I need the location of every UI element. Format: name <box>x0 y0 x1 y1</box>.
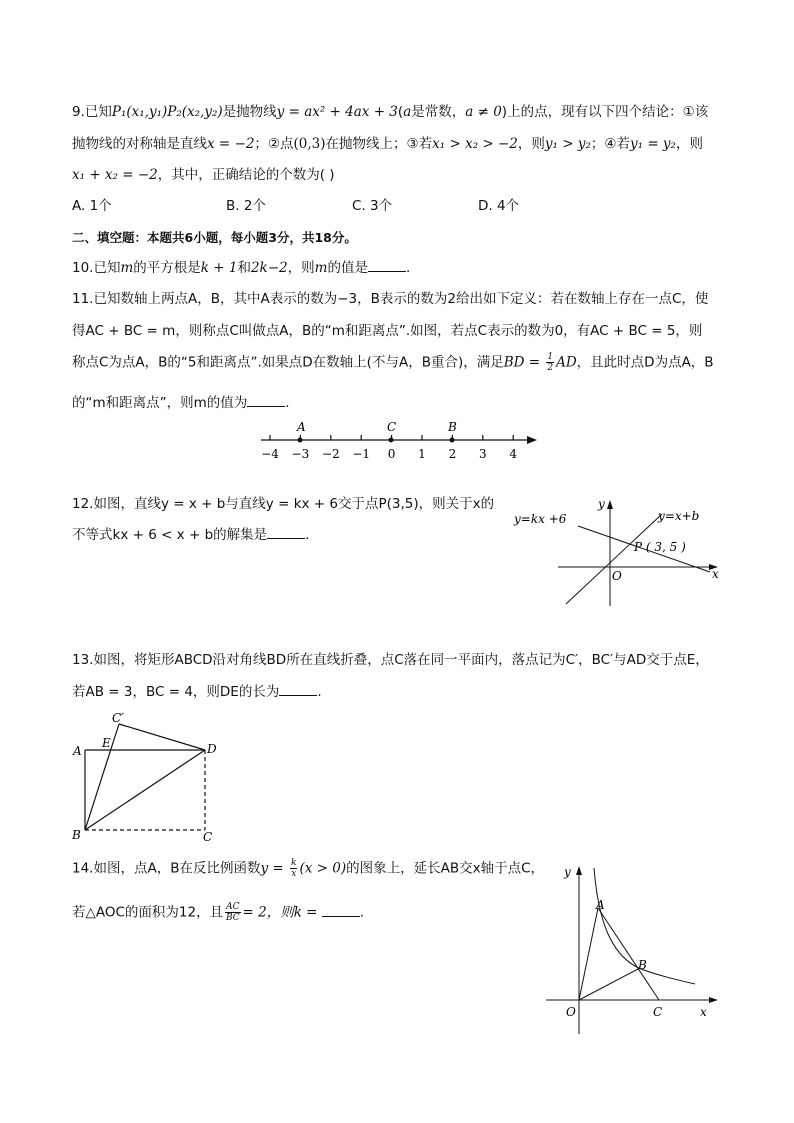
q9-cond4: y₁ = y₂ <box>630 136 676 152</box>
q12-text: 不等式kx + 6 < x + b的解集是 <box>72 527 268 543</box>
tick-label: −3 <box>291 447 310 461</box>
section-score: 3 <box>268 230 277 245</box>
answer-blank[interactable] <box>322 904 360 917</box>
q9-text: ； <box>590 136 605 152</box>
label-o: O <box>566 1005 576 1019</box>
segment-ob <box>579 968 640 1000</box>
label-line-kx: y=kx +6 <box>514 512 567 526</box>
q9-marker-2: ② <box>267 136 281 152</box>
tick-label: −1 <box>352 447 371 461</box>
q9-text: 点 <box>280 136 294 152</box>
label-a: A <box>73 744 82 758</box>
tick-label: 2 <box>448 447 457 461</box>
tick-label: 4 <box>509 447 518 461</box>
q13-text: . <box>317 684 322 700</box>
label-origin: O <box>612 569 622 583</box>
y-axis-arrow-icon <box>607 500 613 509</box>
q12-figure <box>512 492 732 612</box>
q9-point: (0,3) <box>293 136 326 152</box>
q10-m: m <box>120 260 134 276</box>
q11-line-3 <box>72 352 714 373</box>
label-c: C <box>203 830 213 844</box>
y-axis-arrow-icon <box>576 866 582 875</box>
q10-text: 10.已知 <box>72 260 121 276</box>
point-b-label: B <box>448 420 457 434</box>
q9-option-d: D. 4个 <box>478 198 520 214</box>
q9-text: ； <box>254 136 268 152</box>
fraction-denominator: x <box>291 869 297 879</box>
q11-text: . <box>285 395 290 411</box>
point-a-label: A <box>297 420 306 434</box>
section-text: 小题，每小题 <box>193 230 269 245</box>
label-a: A <box>596 898 605 912</box>
q14-fraction-kx <box>290 858 297 879</box>
q11-line-4 <box>72 393 290 413</box>
q10 <box>72 258 410 278</box>
q14-text: 的图象上，延长AB交x轴于点C， <box>346 860 545 877</box>
label-c-prime: C′ <box>112 711 124 725</box>
segment-oa <box>579 908 598 1000</box>
q14-line-1 <box>72 858 544 879</box>
q14-text: = 2，则k = <box>242 904 322 921</box>
section-text: 二、填空题：本题共 <box>72 230 185 245</box>
label-b: B <box>638 958 647 972</box>
q9-axis: x = −2 <box>207 136 255 152</box>
answer-blank[interactable] <box>368 259 406 272</box>
point-b-dot <box>450 438 455 443</box>
q9-parabola: y = ax² + 4ax + 3 <box>276 104 398 120</box>
q9-option-c: C. 3个 <box>352 198 393 214</box>
q10-text: 和 <box>237 260 251 276</box>
q10-text: 的平方根是 <box>133 260 201 276</box>
q9-text: 该 <box>694 104 709 120</box>
label-b: B <box>72 828 81 842</box>
section-total: 18 <box>314 230 332 245</box>
q13-text: 若AB = 3，BC = 4，则DE的长为 <box>72 684 280 700</box>
fraction-numerator: k <box>291 858 297 868</box>
tick-label: −2 <box>321 447 340 461</box>
section-text: 分。 <box>331 230 357 245</box>
line-y-x-plus-b <box>566 514 662 604</box>
q10-text: ，则 <box>287 260 315 276</box>
q9-line-1 <box>72 102 708 122</box>
q9-text: 是常数， <box>411 104 466 120</box>
section-count: 6 <box>184 230 194 245</box>
q9-cond3: x₁ > x₂ > −2 <box>432 136 518 152</box>
q9-text: 在抛物线上； <box>325 136 407 152</box>
label-c: C <box>653 1005 663 1019</box>
q9-text: ( <box>397 104 404 120</box>
point-a-dot <box>298 438 303 443</box>
q9-marker-4: ④ <box>604 136 617 152</box>
q14-figure <box>540 858 730 1038</box>
q9-text: ，则 <box>517 136 545 152</box>
segment-ac <box>598 908 659 1000</box>
q10-expr1: k + 1 <box>200 260 238 276</box>
q9-text: 9.已知 <box>72 104 112 120</box>
x-axis-arrow-icon <box>709 997 718 1003</box>
q11-ad: AD <box>556 354 577 371</box>
segment-c-prime-d <box>119 724 205 750</box>
q9-text: 抛物线的对称轴是直线 <box>72 136 207 152</box>
q13-line-2 <box>72 682 322 702</box>
section-text: 分，共 <box>276 230 315 245</box>
q14-text: 14.如图，点A，B在反比例函数 <box>72 860 261 877</box>
q14-text: 若△AOC的面积为12，且 <box>72 904 224 921</box>
q10-text: 的值是 <box>327 260 368 276</box>
q12-line-2 <box>72 525 309 545</box>
q12-text: . <box>305 527 310 543</box>
section-heading <box>72 228 357 248</box>
answer-blank[interactable] <box>267 526 305 539</box>
fraction-numerator: AC <box>226 902 240 912</box>
tick-label: 0 <box>387 447 396 461</box>
q9-line-2 <box>72 134 703 154</box>
q9-text: 若 <box>418 136 433 152</box>
q14-y-eq: y = <box>260 860 288 877</box>
fraction-denominator: BC <box>225 913 240 923</box>
q9-res3: y₁ > y₂ <box>544 136 591 152</box>
label-x: x <box>712 567 719 581</box>
q11-line-1: 11.已知数轴上两点A，B，其中A表示的数为−3，B表示的数为2给出如下定义：若在数轴上存在一点C，使 <box>72 291 709 307</box>
fraction-denominator: 2 <box>547 363 554 373</box>
point-c-dot <box>389 438 394 443</box>
label-y: y <box>564 865 571 879</box>
q12-line-1: 12.如图，直线y = x + b与直线y = kx + 6交于点P(3,5)，则关于x的 <box>72 496 495 512</box>
q9-text: 若 <box>616 136 630 152</box>
q9-text: )上的点，现有以下四个结论： <box>501 104 683 120</box>
q13-line-1: 13.如图，将矩形ABCD沿对角线BD所在直线折叠，点C落在同一平面内，落点记为C′，BC′与AD交于点E， <box>72 652 709 668</box>
q10-expr2: 2k−2 <box>250 260 288 276</box>
q9-option-b: B. 2个 <box>226 198 266 214</box>
q11-bd: BD = <box>503 354 545 371</box>
q9-p1: P <box>111 104 121 120</box>
q9-a: a <box>403 104 412 120</box>
answer-blank[interactable] <box>279 683 317 696</box>
q14-domain: (x > 0) <box>299 860 347 877</box>
q11-text: 称点C为点A，B的“5和距离点”.如果点D在数轴上(不与A，B重合)，满足 <box>72 354 504 371</box>
q9-text: ，则 <box>675 136 703 152</box>
label-point-p: P ( 3, 5 ) <box>634 540 686 554</box>
fraction-numerator: 1 <box>547 352 554 362</box>
q11-text: 的“m和距离点”，则m的值为 <box>72 395 248 411</box>
answer-blank[interactable] <box>247 394 285 407</box>
q14-fraction-ratio <box>225 902 240 923</box>
label-d: D <box>207 742 217 756</box>
q9-a-ne: a ≠ 0 <box>465 104 502 120</box>
q9-marker-3: ③ <box>406 136 419 152</box>
label-line-xb: y=x+b <box>658 509 700 523</box>
q9-sum: x₁ + x₂ = −2 <box>72 167 158 183</box>
tick-label: −4 <box>261 447 279 461</box>
axis-arrow-icon <box>527 436 537 444</box>
q9-line-3 <box>72 165 335 185</box>
q9-text: 是抛物线 <box>222 104 277 120</box>
q9-option-a: A. 1个 <box>72 198 112 214</box>
q10-m: m <box>314 260 328 276</box>
tick-label: 3 <box>478 447 487 461</box>
label-x: x <box>700 1005 707 1019</box>
diagonal-bd <box>85 750 205 830</box>
q13-figure <box>70 712 230 842</box>
q11-text: ，且此时点D为点A，B <box>576 354 714 371</box>
q11-line-2: 得AC + BC = m，则称点C叫做点A，B的“m和距离点”.如图，若点C表示的数为0，有AC + BC = 5，则 <box>72 323 703 339</box>
q14-line-2 <box>72 902 364 923</box>
q9-text: ，其中，正确结论的个数为( ) <box>157 167 335 183</box>
q11-fraction <box>546 352 554 373</box>
number-line-figure <box>255 420 545 468</box>
q14-text: . <box>359 904 365 921</box>
q10-text: . <box>405 260 411 276</box>
q9-points: ₁(x₁,y₁)P₂(x₂,y₂) <box>120 104 223 120</box>
label-e: E <box>102 736 111 750</box>
q9-marker-1: ① <box>682 104 695 120</box>
label-y: y <box>598 497 605 511</box>
tick-label: 1 <box>418 447 426 461</box>
point-c-label: C <box>387 420 397 434</box>
